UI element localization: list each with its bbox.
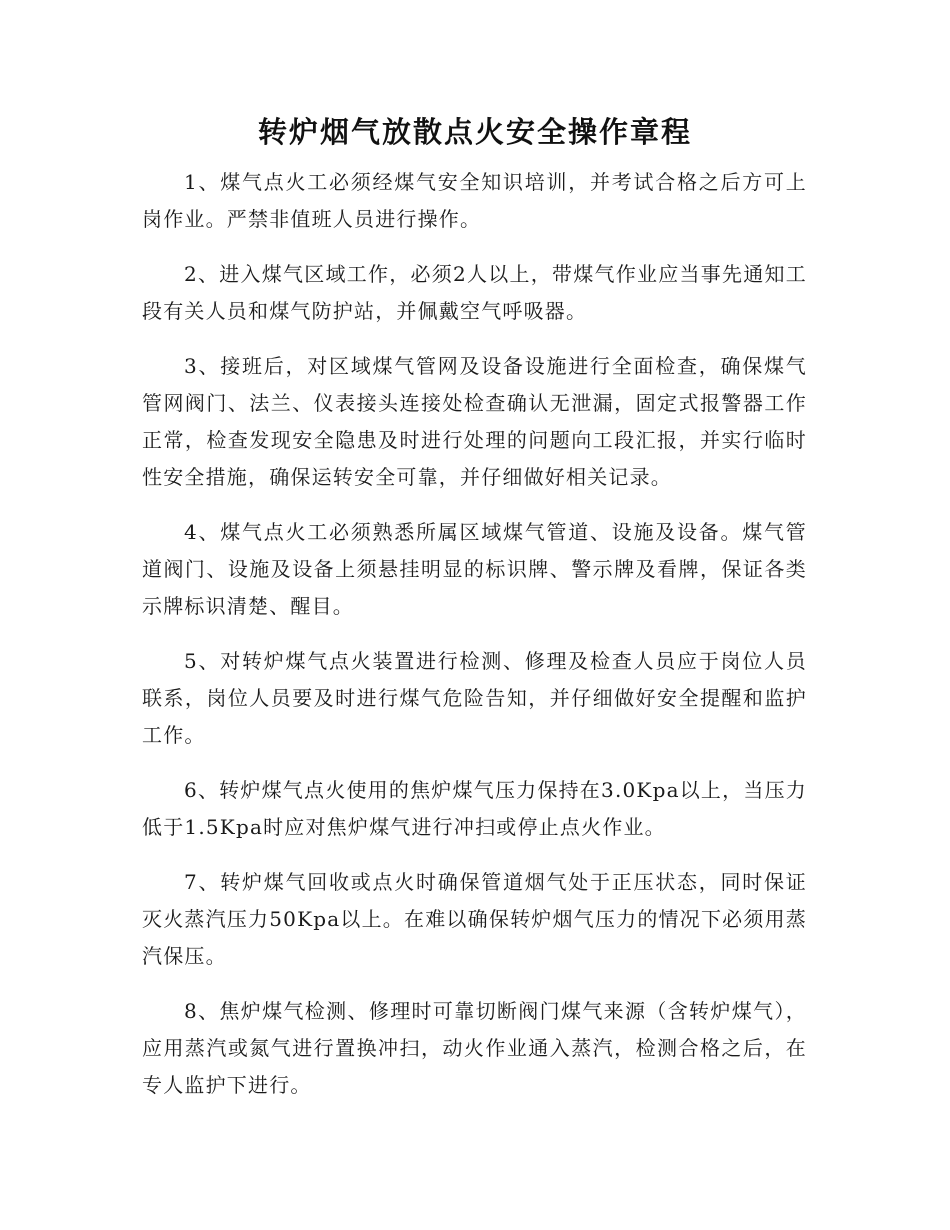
- paragraph-7: 7、转炉煤气回收或点火时确保管道烟气处于正压状态，同时保证灭火蒸汽压力50Kpa以上。在难以确保转炉烟气压力的情况下必须用蒸汽保压。: [142, 870, 807, 968]
- paragraph-4: 4、煤气点火工必须熟悉所属区域煤气管道、设施及设备。煤气管道阀门、设施及设备上须悬挂明显的标识牌、警示牌及看牌，保证各类示牌标识清楚、醒目。: [142, 520, 807, 618]
- paragraph-8: 8、焦炉煤气检测、修理时可靠切断阀门煤气来源（含转炉煤气），应用蒸汽或氮气进行置换冲扫，动火作业通入蒸汽，检测合格之后，在专人监护下进行。: [142, 999, 807, 1097]
- paragraph-5: 5、对转炉煤气点火装置进行检测、修理及检查人员应于岗位人员联系，岗位人员要及时进行煤气危险告知，并仔细做好安全提醒和监护工作。: [142, 649, 807, 747]
- paragraph-6: 6、转炉煤气点火使用的焦炉煤气压力保持在3.0Kpa以上，当压力低于1.5Kpa时应对焦炉煤气进行冲扫或停止点火作业。: [142, 778, 807, 839]
- paragraph-1: 1、煤气点火工必须经煤气安全知识培训，并考试合格之后方可上岗作业。严禁非值班人员进行操作。: [142, 170, 807, 231]
- paragraph-2: 2、进入煤气区域工作，必须2人以上，带煤气作业应当事先通知工段有关人员和煤气防护站，并佩戴空气呼吸器。: [142, 262, 807, 323]
- paragraph-3: 3、接班后，对区域煤气管网及设备设施进行全面检查，确保煤气管网阀门、法兰、仪表接头连接处检查确认无泄漏，固定式报警器工作正常，检查发现安全隐患及时进行处理的问题向工段汇报，并实行临时性安全措施，确保运转安全可靠，并仔细做好相关记录。: [142, 354, 807, 489]
- document-title: 转炉烟气放散点火安全操作章程: [257, 115, 692, 149]
- document-body: [142, 164, 807, 1122]
